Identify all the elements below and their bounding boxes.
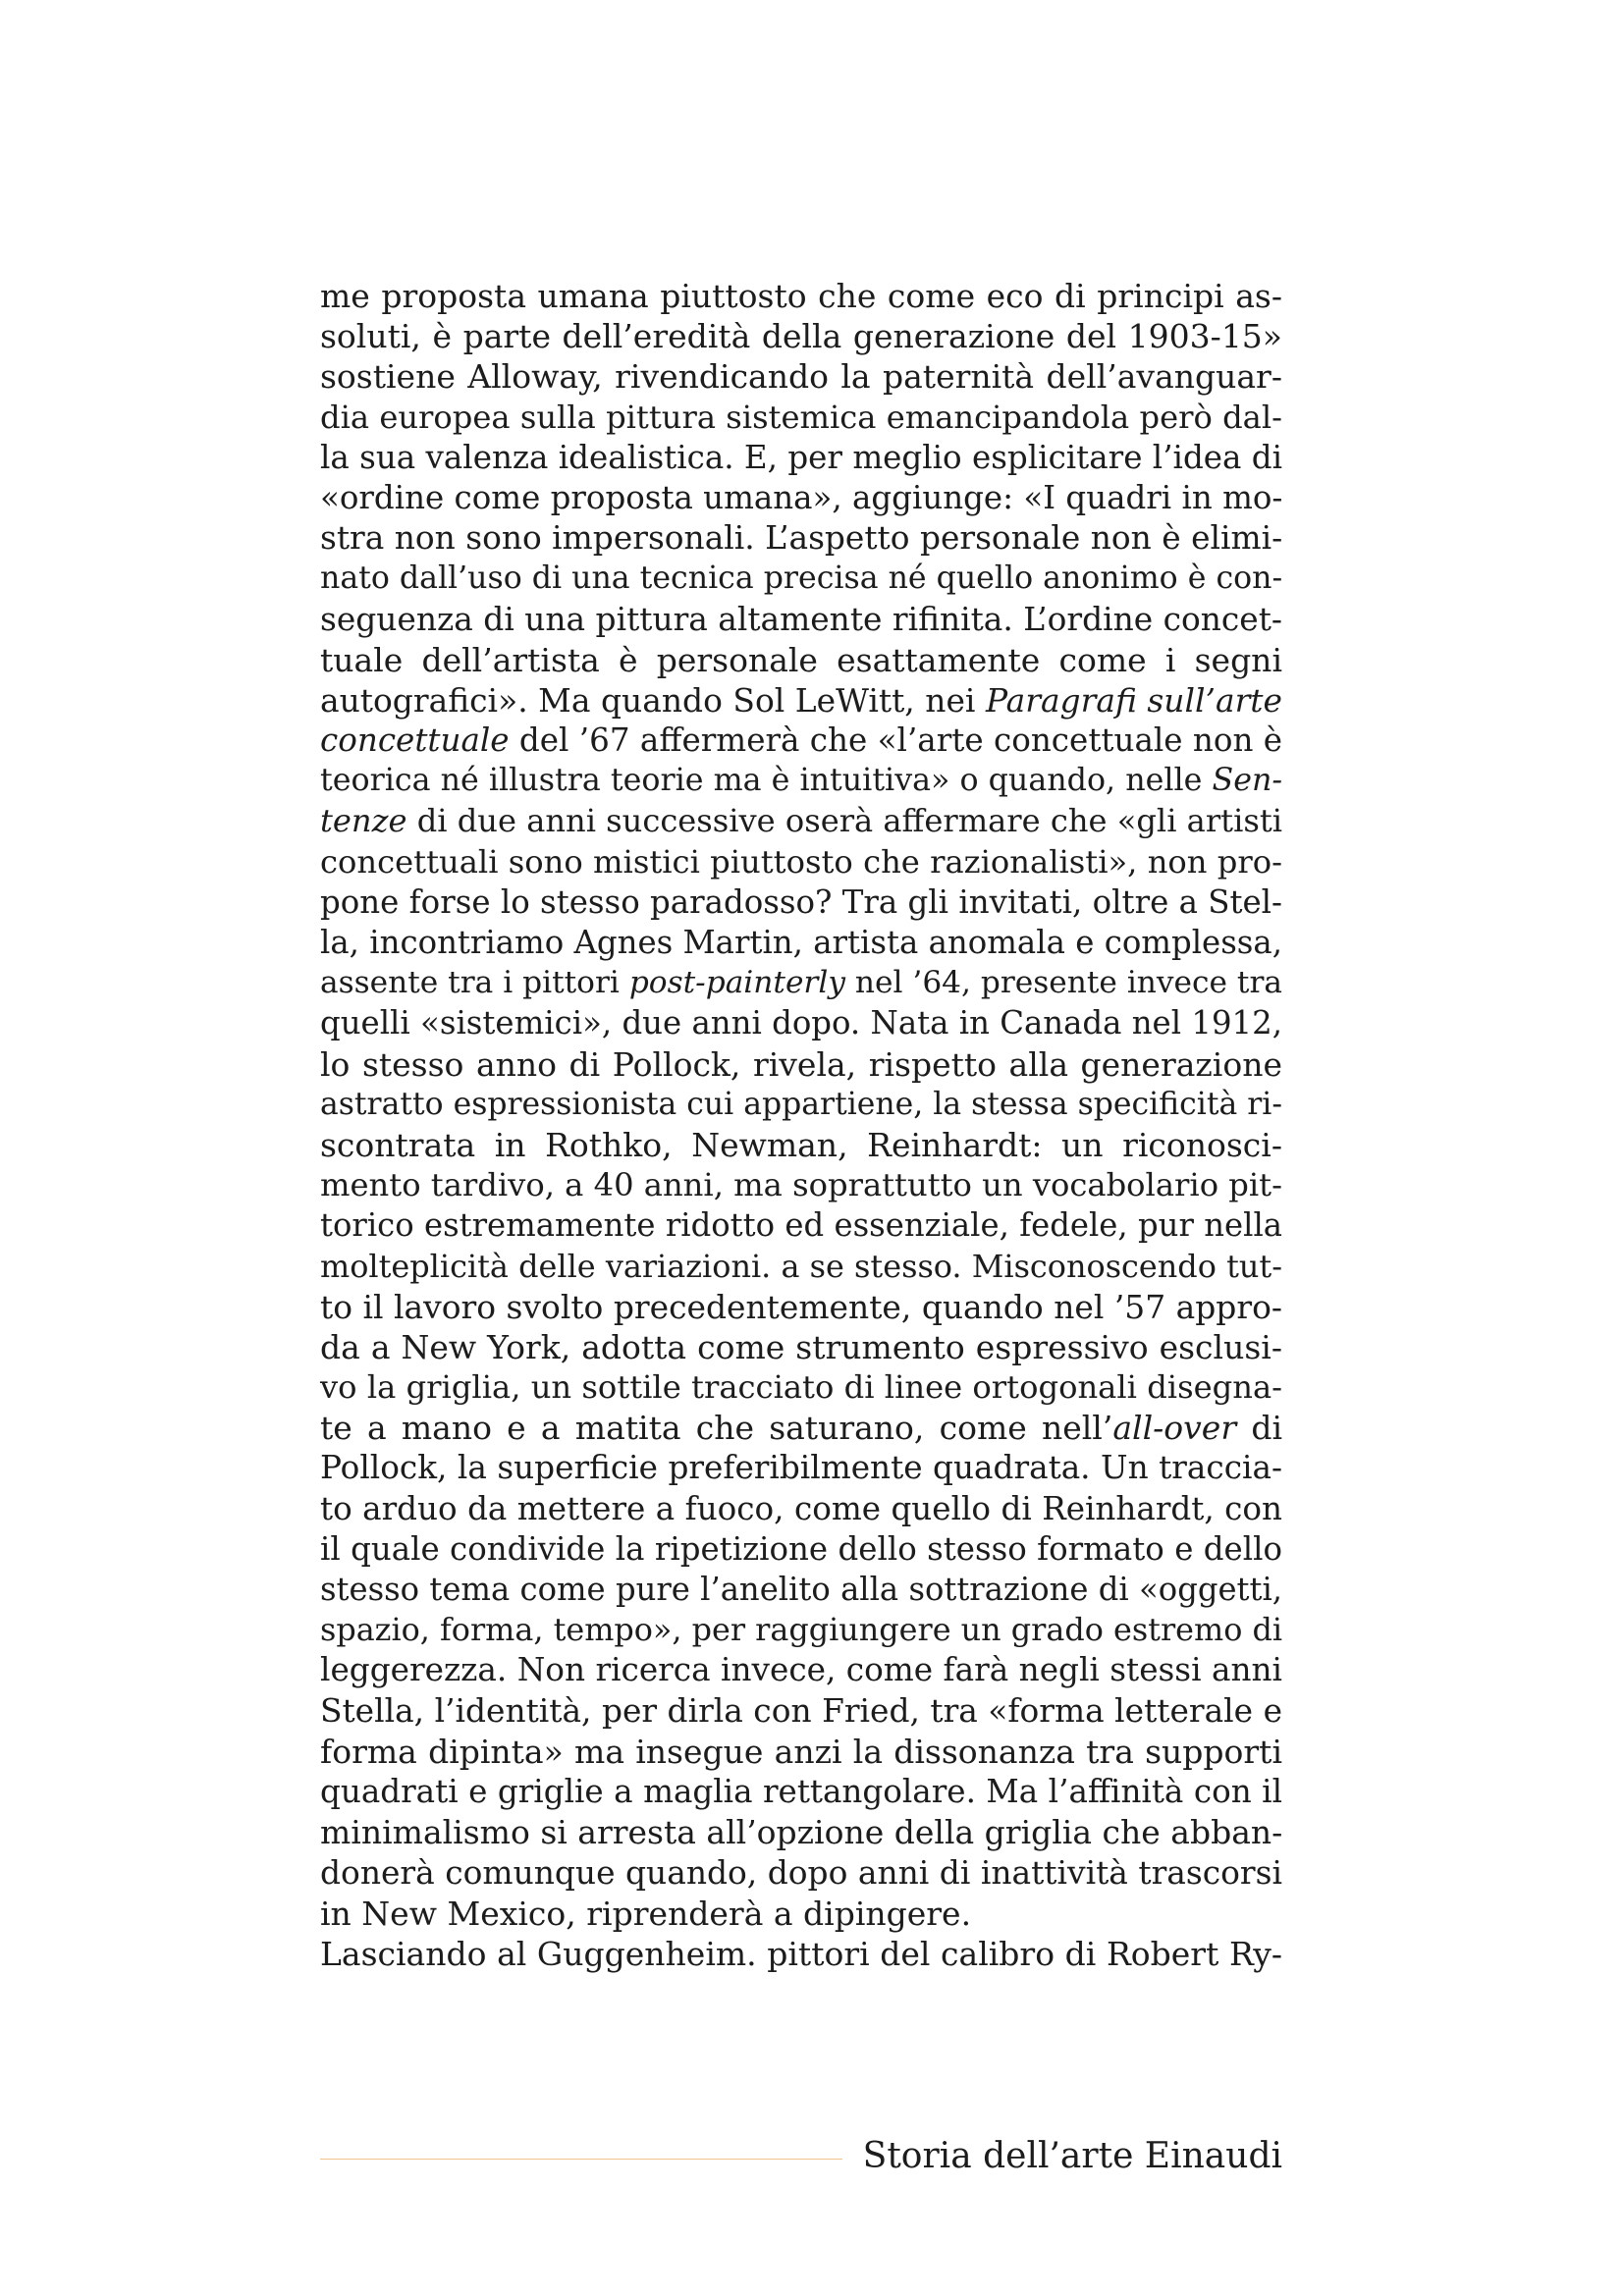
text-line bbox=[320, 1732, 1282, 1772]
text-line bbox=[320, 1610, 1282, 1650]
text-run: seguenza di una pittura altamente rifinita. L’ordine concet- bbox=[320, 600, 1282, 638]
text-run: stesso tema come pure l’anelito alla sottrazione di «oggetti, bbox=[320, 1571, 1282, 1608]
text-line bbox=[320, 276, 1282, 316]
text-line bbox=[320, 316, 1282, 356]
text-run: di due anni successive oserà affermare che «gli artisti bbox=[406, 802, 1282, 840]
text-run: di bbox=[1236, 1409, 1282, 1448]
text-line bbox=[320, 1448, 1282, 1488]
text-line bbox=[320, 640, 1282, 680]
text-line bbox=[320, 761, 1282, 801]
text-run: vo la griglia, un sottile tracciato di linee ortogonali disegna- bbox=[320, 1368, 1282, 1407]
text-run: nel ’64, presente invece tra bbox=[844, 965, 1282, 1001]
text-run: il quale condivide la ripetizione dello stesso formato e dello bbox=[320, 1529, 1282, 1568]
text-run: donerà comunque quando, dopo anni di inattività trascorsi bbox=[320, 1853, 1282, 1893]
text-line bbox=[320, 721, 1282, 761]
text-run: del ’67 affermerà che «l’arte concettuale non è bbox=[509, 721, 1283, 760]
text-run: sostiene Alloway, rivendicando la paternità dell’avanguar- bbox=[320, 357, 1282, 397]
text-run: assente tra i pittori bbox=[320, 965, 629, 1001]
text-line bbox=[320, 1287, 1282, 1327]
text-run: tuale dell’artista è personale esattamente come i segni bbox=[320, 640, 1282, 679]
text-run: quelli «sistemici», due anni dopo. Nata in Canada nel 1912, bbox=[320, 1004, 1282, 1042]
text-line bbox=[320, 1529, 1282, 1570]
body-text bbox=[320, 276, 1282, 1974]
italic-text: Paragrafi sull’arte bbox=[985, 680, 1282, 720]
text-line bbox=[320, 1812, 1282, 1852]
text-line bbox=[320, 1934, 1282, 1974]
text-run: dia europea sulla pittura sistemica emancipandola però dal- bbox=[320, 398, 1282, 436]
text-line bbox=[320, 963, 1282, 1003]
italic-text: Sen- bbox=[1212, 763, 1283, 799]
text-line bbox=[320, 1044, 1282, 1085]
footer-rule bbox=[320, 2159, 842, 2160]
text-line bbox=[320, 1894, 1282, 1934]
text-run: leggerezza. Non ricerca invece, come farà negli stessi anni bbox=[320, 1651, 1282, 1689]
text-line bbox=[320, 600, 1282, 640]
text-line bbox=[320, 1570, 1282, 1610]
text-run: da a New York, adotta come strumento espressivo esclusi- bbox=[320, 1327, 1282, 1366]
text-run: minimalismo si arresta all’opzione della griglia che abban- bbox=[320, 1813, 1283, 1852]
text-line bbox=[320, 1367, 1282, 1408]
text-line bbox=[320, 1165, 1282, 1205]
text-run: in New Mexico, riprenderà a dipingere. bbox=[320, 1894, 972, 1933]
text-run: te a mano e a matita che saturano, come nell’ bbox=[320, 1409, 1113, 1448]
italic-text: post-painterly bbox=[628, 965, 845, 1001]
text-run: la sua valenza idealistica. E, per meglio esplicitare l’idea di bbox=[320, 438, 1282, 476]
text-line bbox=[320, 1085, 1282, 1125]
text-line bbox=[320, 356, 1282, 397]
text-run: scontrata in Rothko, Newman, Reinhardt: un riconosci- bbox=[320, 1125, 1282, 1164]
text-run: to il lavoro svolto precedentemente, quando nel ’57 appro- bbox=[320, 1287, 1282, 1326]
text-run: lo stesso anno di Pollock, rivela, rispetto alla generazione bbox=[320, 1044, 1282, 1084]
text-run: la, incontriamo Agnes Martin, artista anomala e complessa, bbox=[320, 924, 1282, 961]
text-run: molteplicità delle variazioni. a se stesso. Misconoscendo tut- bbox=[320, 1247, 1282, 1285]
text-run: stra non sono impersonali. L’aspetto personale non è elimi- bbox=[320, 519, 1283, 558]
text-line bbox=[320, 882, 1282, 923]
text-run: Stella, l’identità, per dirla con Fried, tra «forma letterale e bbox=[320, 1691, 1282, 1730]
text-run: Pollock, la superficie preferibilmente quadrata. Un traccia- bbox=[320, 1449, 1282, 1487]
text-line bbox=[320, 1772, 1282, 1812]
text-line bbox=[320, 1489, 1282, 1529]
text-run: Lasciando al Guggenheim. pittori del calibro di Robert Ry- bbox=[320, 1934, 1282, 1973]
text-run: to arduo da mettere a fuoco, come quello di Reinhardt, con bbox=[320, 1489, 1282, 1527]
text-line bbox=[320, 1125, 1282, 1165]
text-line bbox=[320, 559, 1282, 599]
text-run: «ordine come proposta umana», aggiunge: «I quadri in mo- bbox=[320, 478, 1283, 516]
text-run: spazio, forma, tempo», per raggiungere un grado estremo di bbox=[320, 1611, 1283, 1649]
text-line bbox=[320, 398, 1282, 438]
text-line bbox=[320, 801, 1282, 841]
text-run: mento tardivo, a 40 anni, ma soprattutto un vocabolario pit- bbox=[320, 1166, 1282, 1204]
text-line bbox=[320, 1205, 1282, 1246]
footer-title: Storia dell’arte Einaudi bbox=[862, 2136, 1282, 2176]
text-line bbox=[320, 1408, 1282, 1448]
text-run: quadrati e griglie a maglia rettangolare. Ma l’affinità con il bbox=[320, 1772, 1282, 1810]
text-run: nato dall’uso di una tecnica precisa né quello anonimo è con- bbox=[320, 561, 1283, 597]
text-run: concettuali sono mistici piuttosto che razionalisti», non pro- bbox=[320, 842, 1282, 881]
text-run: me proposta umana piuttosto che come eco di principi as- bbox=[320, 277, 1282, 315]
text-line bbox=[320, 923, 1282, 963]
text-run: autografici». Ma quando Sol LeWitt, nei bbox=[320, 680, 986, 720]
text-run: soluti, è parte dell’eredità della generazione del 1903-15» bbox=[320, 317, 1282, 356]
text-line bbox=[320, 1247, 1282, 1287]
italic-text: tenze bbox=[320, 802, 407, 840]
text-line bbox=[320, 1003, 1282, 1043]
text-line bbox=[320, 1327, 1282, 1367]
text-line bbox=[320, 1691, 1282, 1732]
text-line bbox=[320, 438, 1282, 478]
text-run: forma dipinta» ma insegue anzi la dissonanza tra supporti bbox=[320, 1732, 1282, 1771]
text-line bbox=[320, 478, 1282, 518]
text-run: teorica né illustra teorie ma è intuitiva» o quando, nelle bbox=[320, 763, 1213, 799]
text-line bbox=[320, 518, 1282, 559]
text-run: torico estremamente ridotto ed essenziale, fedele, pur nella bbox=[320, 1206, 1282, 1245]
italic-text: all-over bbox=[1112, 1409, 1237, 1448]
text-line bbox=[320, 1852, 1282, 1893]
text-run: astratto espressionista cui appartiene, la stessa specificità ri- bbox=[320, 1086, 1282, 1122]
text-line bbox=[320, 842, 1282, 882]
text-line bbox=[320, 1650, 1282, 1690]
text-line bbox=[320, 680, 1282, 721]
text-run: pone forse lo stesso paradosso? Tra gli invitati, oltre a Stel- bbox=[320, 882, 1282, 921]
italic-text: concettuale bbox=[320, 721, 510, 760]
